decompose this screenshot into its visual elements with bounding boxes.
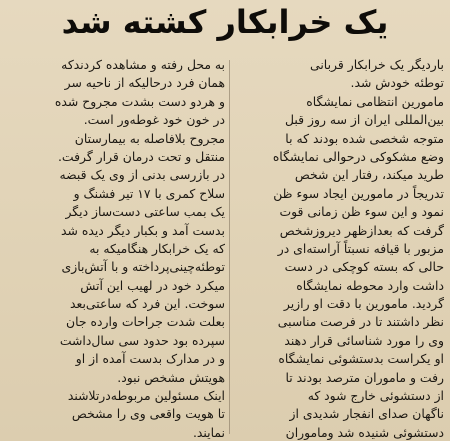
text-line: داشت وارد محوطه نمایشگاه (296, 277, 444, 293)
text-line: تا هویت واقعی وی را مشخص (71, 406, 225, 422)
text-line: وضع مشکوکی درحوالی نمایشگاه (272, 148, 444, 164)
text-line: میکرد خود در لهیب این آتش (80, 277, 225, 293)
text-line: بدست آمد و بکبار دیگر دیده شد (61, 222, 225, 238)
text-line: مزبور با قیافه نسبتاً آراسته‌ای در (277, 240, 444, 256)
text-line: سلاح کمری با ۱۷ تیر فشنگ و (73, 185, 225, 201)
text-line: توطئه‌چینی‌پرداخته و با آتش‌بازی (61, 259, 225, 275)
text-line: منتقل و تحت درمان قرار گرفت. (57, 148, 225, 164)
text-line: که یک خرابکار هنگامیکه به (89, 240, 225, 256)
text-line: نمود و این سوء ظن زمانی قوت (279, 204, 444, 220)
text-line: وی را مورد شناسائی قرار دهند (284, 332, 444, 348)
text-line: ناگهان صدای انفجار شدیدی از (289, 406, 444, 422)
text-line: تدریجاً در مامورین ایجاد سوء ظن (273, 185, 444, 201)
headline: یک خرابکار کشته شد (61, 3, 389, 41)
text-line: توطئه خودش شد. (350, 75, 444, 91)
text-line: او یکراست بدستشوئی نمایشگاه (278, 351, 444, 367)
text-line: در خون خود غوطه‌ور است. (83, 112, 225, 128)
text-line: بعلت شدت جراحات وارده جان (66, 314, 225, 330)
text-line: بین‌المللی ایران از سه روز قبل (285, 112, 444, 128)
text-line: در بازرسی بدنی از وی یک قبضه (59, 167, 225, 183)
text-line: دستشوئی شنیده شد وماموران (285, 424, 444, 440)
text-line: حالی که بسته کوچکی در دست (284, 259, 444, 275)
text-line: از دستشوئی خارج شود که (307, 388, 444, 404)
text-line: گرفت که بعدازظهر دیروزشخص (279, 222, 444, 238)
text-line: باردیگر یک خرابکار قربانی (310, 57, 444, 72)
text-line: سپرده بود حدود سی سال‌داشت (59, 332, 225, 348)
text-line: گردید. مامورین با دقت او رازیر (283, 296, 444, 312)
column-divider (229, 60, 230, 434)
text-line: نظر داشتند تا در فرصت مناسبی (277, 314, 444, 330)
text-line: سوخت. این فرد که ساعتی‌بعد (70, 296, 225, 312)
article-column-left (6, 56, 225, 441)
text-line: اینک مسئولین مربوطه‌درتلاشند (67, 388, 225, 404)
article-column-right (233, 56, 444, 441)
text-line: و هردو دست بشدت مجروح شده (54, 93, 225, 109)
text-line: نمایند. (192, 424, 225, 440)
text-line: به محل رفته و مشاهده کردندکه (61, 57, 225, 72)
text-line: طرید میکند، رفتار این شخص (294, 167, 444, 183)
text-line: مامورین انتظامی نمایشگاه (306, 93, 444, 109)
text-line: متوجه شخصی شده بودند که با (285, 130, 444, 146)
text-line: و در مدارک بدست آمده از او (75, 351, 225, 367)
text-line: مجروح بلافاصله به بیمارستان (74, 130, 225, 146)
text-line: هویتش مشخص نبود. (117, 369, 225, 385)
text-line: یک بمب ساعتی دست‌ساز دیگر (65, 204, 225, 220)
text-line: همان فرد درحالیکه از ناحیه سر (64, 75, 225, 91)
text-line: رفت و ماموران مترصد بودند تا (285, 369, 444, 385)
